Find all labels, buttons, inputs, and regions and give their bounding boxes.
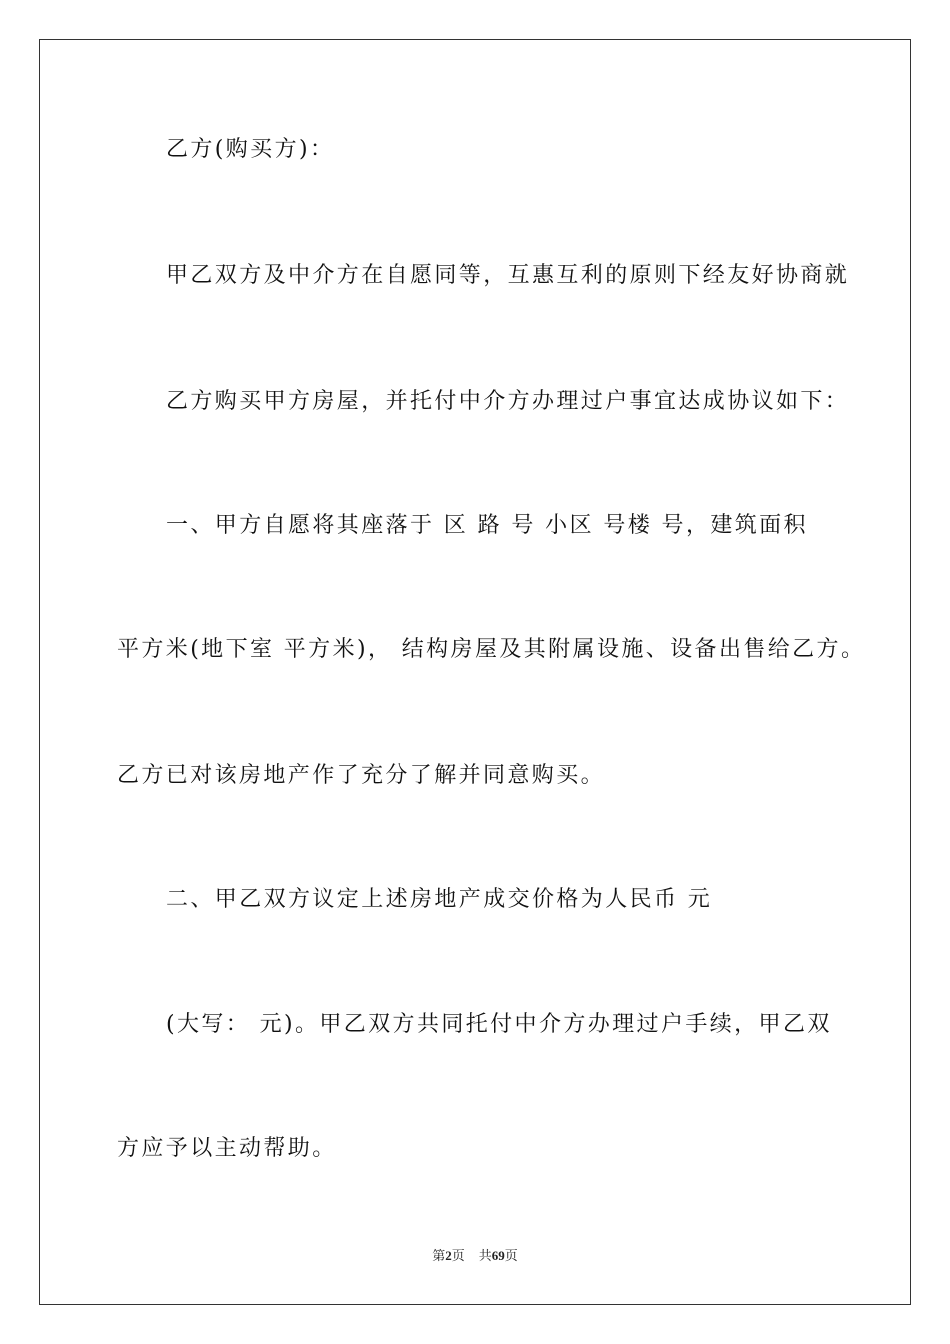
footer-page-suffix: 页 (451, 1248, 465, 1263)
footer-page-prefix: 第 (432, 1248, 446, 1263)
page-border (39, 39, 911, 1305)
text-line-clause-2-capital: (大写： 元)。甲乙双方共同托付中介方办理过户手续，甲乙双 (166, 1012, 832, 1037)
text-line-clause-2-price: 二、甲乙双方议定上述房地产成交价格为人民币 元 (166, 887, 713, 912)
footer-page-number: 2 (445, 1248, 452, 1263)
footer-total-pages: 69 (491, 1248, 505, 1263)
footer-total-prefix: 共 (478, 1248, 492, 1263)
text-line-clause-1-start: 一、甲方自愿将其座落于 区 路 号 小区 号楼 号，建筑面积 (166, 513, 808, 538)
text-line-agreement-intro: 甲乙双方及中介方在自愿同等，互惠互利的原则下经友好协商就 (166, 263, 850, 288)
text-line-clause-2-end: 方应予以主动帮助。 (117, 1136, 337, 1161)
footer-total-suffix: 页 (504, 1248, 518, 1263)
text-line-clause-1-area: 平方米(地下室 平方米)， 结构房屋及其附属设施、设备出售给乙方。 (117, 637, 866, 662)
page-footer (0, 1247, 950, 1265)
text-line-clause-1-end: 乙方已对该房地产作了充分了解并同意购买。 (117, 763, 606, 788)
text-line-agreement-purpose: 乙方购买甲方房屋，并托付中介方办理过户事宜达成协议如下： (166, 389, 850, 414)
text-line-party-b: 乙方(购买方)： (166, 137, 335, 162)
